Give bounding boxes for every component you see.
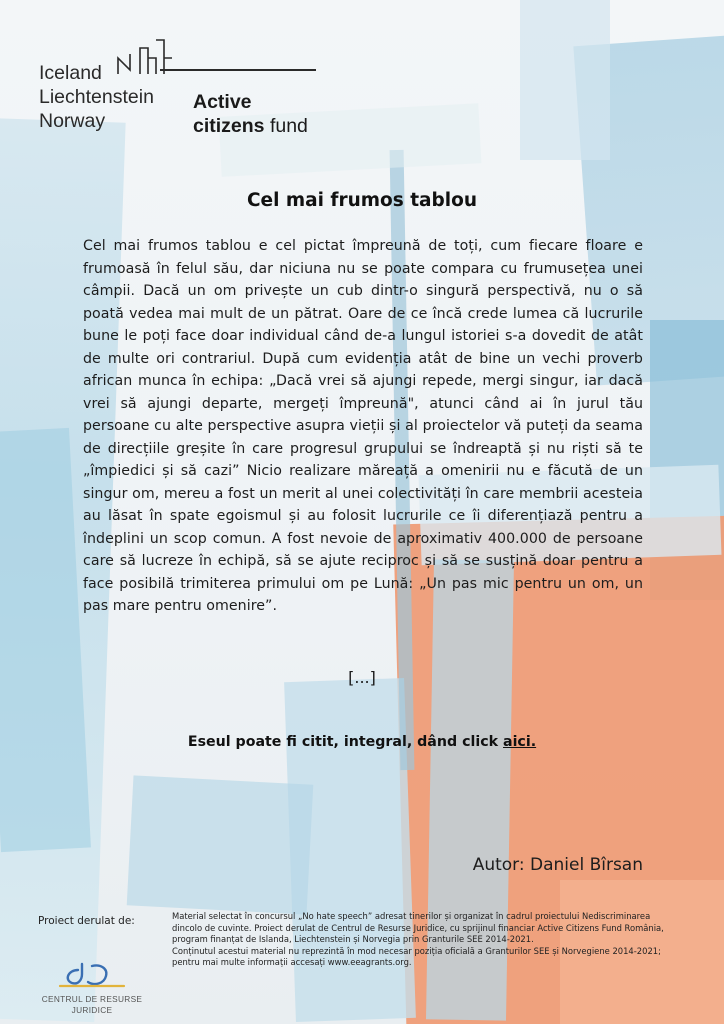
logo-fund-active: Active — [193, 91, 252, 113]
author-name: Autor: Daniel Bîrsan — [472, 855, 643, 875]
logo-fund-word: fund — [269, 115, 308, 137]
essay-text: Cel mai frumos tablou e cel pictat împreună de toți, cum fiecare floare e frumoasă în felul său, dar niciuna nu se poate compara cu frumusețea unei câmpii. Dacă un om privește un cub dintr-o singură perspectivă, nu o să poată vedea mai mult de un pătrat. Oare de ce încă crede lumea că lucrurile bune le poți face doar individual când de-a lungul istoriei s-a dovedit de atât de multe ori contrariul. După cum evidenția atât de bine un vechi proverb african munca în echipa: „Dacă vrei să ajungi repede, mergi singur, iar dacă vrei să ajungi departe, mergeți împreună", atunci când ai în jurul tău persoane cu alte perspective asupra vieții și al proiectelor vă puteți da seama de direcțiile greșite în care progresul grupului se îndreaptă și nu riști să te „împiedici și să cazi” Nicio realizare măreață a omenirii nu e făcută de un singur om, mereu a fost un merit al unei colectivități în care membrii acesteia au lăsat în spate egoismul și au folosit lucrurile ce îi diferențiază pentru a îndeplini un scop comun. A fost nevoie de aproximativ 400.000 de persoane care să lucreze în echipă, să se ajute reciproc și să se susțină doar pentru a face posibilă trimiterea primului om pe Lună: „Un pas mic pentru un om, un pas mare pentru omenire”. — [83, 238, 643, 614]
logo-countries — [39, 61, 154, 133]
crj-logo — [38, 960, 146, 1016]
crj-logo-mark-icon — [38, 960, 146, 990]
logo-country-3: Norway — [39, 110, 106, 132]
crj-name-line-1: CENTRUL DE RESURSE — [41, 994, 143, 1004]
read-more-text: Eseul poate fi citit, integral, dând click — [187, 734, 503, 750]
read-more-link[interactable]: aici. — [503, 734, 537, 750]
footer-paragraph-1: Material selectat în concursul „No hate speech” adresat tinerilor și organizat în cadrul proiectului Nediscriminarea dincolo de cuvinte. Proiect derulat de Centrul de Resurse Juridice, cu sprijinul financiar Active Citizens Fund România, program finanțat de Islanda, Liechtenstein și Norvegia prin Granturile SEE 2014-2021. — [172, 911, 664, 945]
read-more-line — [0, 734, 724, 750]
logo-country-2: Liechtenstein — [39, 86, 154, 108]
footer-paragraph-2: Conținutul acestui material nu reprezintă în mod necesar poziția oficială a Granturilor SEE și Norvegiene 2014-2021; pentru mai multe informații accesați www.eeagrants.org. — [172, 945, 661, 968]
footer-label: Proiect derulat de: — [38, 915, 135, 927]
crj-name-line-2: JURIDICE — [71, 1005, 113, 1015]
ellipsis-marker: [...] — [348, 668, 376, 687]
logo-country-1: Iceland — [39, 62, 102, 84]
logo-fund-citizens: citizens — [193, 115, 265, 137]
logo-divider — [160, 69, 316, 71]
footer-disclaimer — [172, 911, 674, 969]
page-title: Cel mai frumos tablou — [246, 190, 478, 211]
active-citizens-fund-logo — [193, 90, 308, 138]
